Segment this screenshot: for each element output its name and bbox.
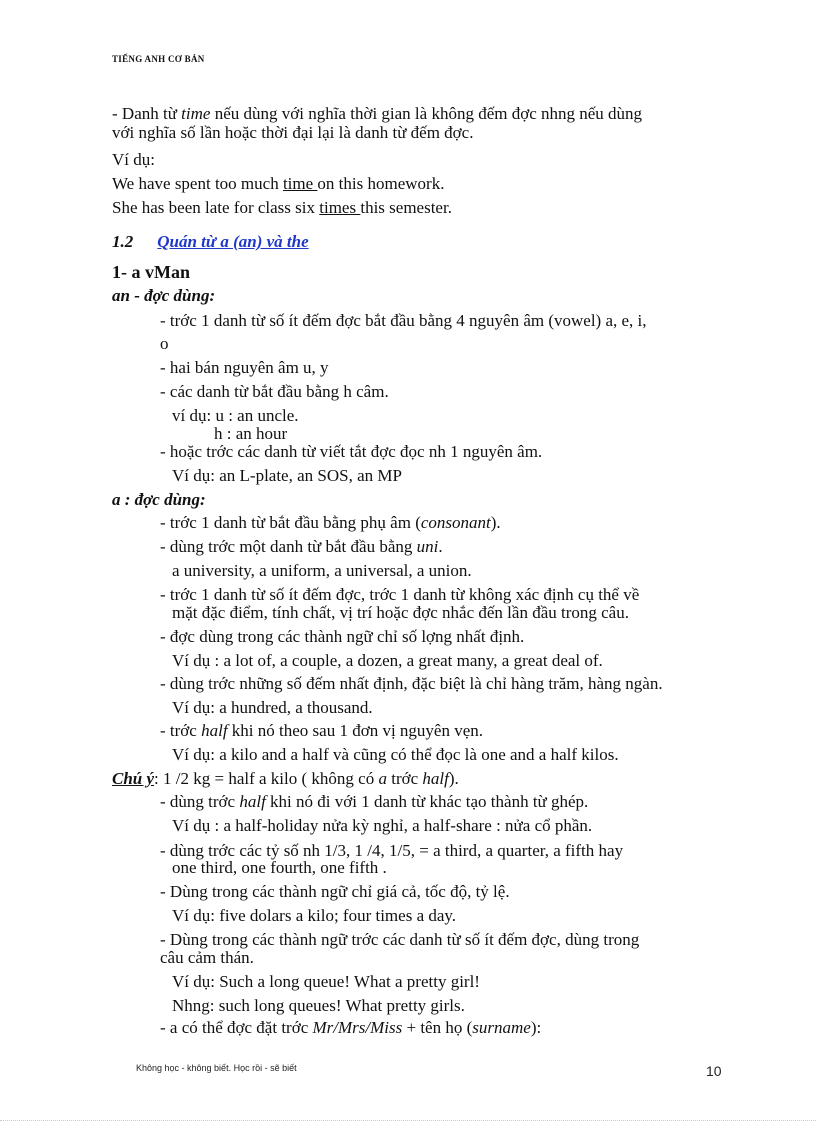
- section-title-link[interactable]: Quán từ a (an) và the: [157, 232, 309, 251]
- text: ).: [448, 769, 459, 788]
- list-item: - Dùng trong các thành ngữ chỉ giá cả, tốc độ, tỷ lệ.: [160, 882, 510, 901]
- text: this semester.: [360, 198, 452, 217]
- page-divider: [0, 1120, 816, 1121]
- example-line: Ví dụ: five dolars a kilo; four times a day.: [172, 906, 457, 925]
- list-item-cont: câu cảm thán.: [160, 948, 254, 967]
- text: trớc: [386, 769, 423, 788]
- list-item: [160, 792, 588, 812]
- text: - a có thể đợc đặt trớc: [160, 1018, 313, 1037]
- list-item: - đợc dùng trong các thành ngữ chỉ số lợng nhất định.: [160, 627, 525, 646]
- text: .: [438, 537, 443, 556]
- page-number: 10: [706, 1063, 722, 1079]
- italic-word: half: [201, 721, 228, 740]
- text: She has been late for class six: [112, 198, 320, 217]
- list-item: - trớc 1 danh từ số ít đếm đợc bắt đầu bằng 4 nguyên âm (vowel) a, e, i,: [160, 311, 647, 330]
- subsection-heading: 1- a vMan: [112, 262, 190, 282]
- list-item: [160, 1018, 541, 1038]
- section-heading: [112, 232, 309, 252]
- italic-word: surname: [472, 1018, 531, 1037]
- text: : 1 /2 kg = half a kilo ( không có: [154, 769, 379, 788]
- example-line: h : an hour: [214, 424, 288, 443]
- italic-word: Mr/Mrs/Miss: [312, 1018, 403, 1037]
- example-line: Ví dụ: Such a long queue! What a pretty girl!: [172, 972, 480, 991]
- example-line: Ví dụ: a kilo and a half và cũng có thể đọc là one and a half kilos.: [172, 745, 619, 764]
- list-item-cont: o: [160, 334, 169, 353]
- footer-text: Không học - không biết. Học rồi - sẽ biết: [136, 1063, 297, 1073]
- text: ).: [490, 513, 501, 532]
- text: We have spent too much: [112, 174, 283, 193]
- example-line: Ví dụ : a lot of, a couple, a dozen, a great many, a great deal of.: [172, 651, 603, 670]
- text: on this homework.: [317, 174, 445, 193]
- list-item: - hoặc trớc các danh từ viết tắt đợc đọc nh 1 nguyên âm.: [160, 442, 543, 461]
- example-line: Nhng: such long queues! What pretty girls.: [172, 996, 465, 1015]
- section-number: 1.2: [112, 232, 134, 251]
- text: - dùng trớc: [160, 792, 240, 811]
- list-item: - các danh từ bắt đầu bằng h câm.: [160, 382, 389, 401]
- example-line: ví dụ: u : an uncle.: [172, 406, 299, 425]
- list-item: [160, 537, 443, 557]
- text: khi nó đi với 1 danh từ khác tạo thành từ ghép.: [265, 792, 589, 811]
- text: ):: [530, 1018, 542, 1037]
- para-line: với nghĩa số lần hoặc thời đại lại là danh từ đếm đợc.: [112, 123, 474, 142]
- list-item: [160, 721, 483, 741]
- note-label: Chú ý: [112, 769, 155, 788]
- list-item: - trớc 1 danh từ số ít đếm đợc, trớc 1 danh từ không xác định cụ thể về: [160, 585, 640, 604]
- underlined-word: time: [282, 174, 318, 193]
- italic-word: uni: [416, 537, 439, 556]
- example-line: Ví dụ: a hundred, a thousand.: [172, 698, 373, 717]
- example-sentence: [112, 174, 444, 194]
- example-line: a university, a uniform, a universal, a union.: [172, 561, 472, 580]
- example-line: Ví dụ : a half-holiday nửa kỳ nghỉ, a half-share : nửa cổ phần.: [172, 816, 593, 835]
- text: - trớc 1 danh từ bắt đầu bằng phụ âm (: [160, 513, 421, 532]
- para-line: [112, 104, 642, 124]
- text: - trớc: [160, 721, 202, 740]
- text: khi nó theo sau 1 đơn vị nguyên vẹn.: [227, 721, 484, 740]
- an-heading: an - đợc dùng:: [112, 286, 216, 305]
- text: - Danh từ: [112, 104, 182, 123]
- list-item: - Dùng trong các thành ngữ trớc các danh từ số ít đếm đợc, dùng trong: [160, 930, 640, 949]
- list-item: - dùng trớc các tỷ số nh 1/3, 1 /4, 1/5, = a third, a quarter, a fifth hay: [160, 841, 624, 860]
- running-header: TIẾNG ANH CƠ BẢN: [112, 54, 205, 64]
- underlined-word: times: [319, 198, 361, 217]
- list-item: - dùng trớc những số đếm nhất định, đặc biệt là chỉ hàng trăm, hàng ngàn.: [160, 674, 663, 693]
- list-item-cont: mặt đặc điểm, tính chất, vị trí hoặc đợc nhắc đến lần đầu trong câu.: [172, 603, 629, 622]
- text: + tên họ (: [402, 1018, 473, 1037]
- italic-word: a: [378, 769, 387, 788]
- italic-word: consonant: [420, 513, 491, 532]
- italic-word: half: [239, 792, 266, 811]
- text: - dùng trớc một danh từ bắt đầu bằng: [160, 537, 417, 556]
- italic-word: time: [181, 104, 211, 123]
- list-item: - hai bán nguyên âm u, y: [160, 358, 329, 377]
- italic-word: half: [422, 769, 449, 788]
- a-heading: a : đợc dùng:: [112, 490, 206, 509]
- note-line: [112, 769, 459, 789]
- text: nếu dùng với nghĩa thời gian là không đếm đợc nhng nếu dùng: [210, 104, 643, 123]
- example-sentence: [112, 198, 452, 218]
- example-label: Ví dụ:: [112, 150, 155, 169]
- list-item: [160, 513, 501, 533]
- list-item-cont: one third, one fourth, one fifth .: [172, 858, 387, 877]
- example-line: Ví dụ: an L-plate, an SOS, an MP: [172, 466, 402, 485]
